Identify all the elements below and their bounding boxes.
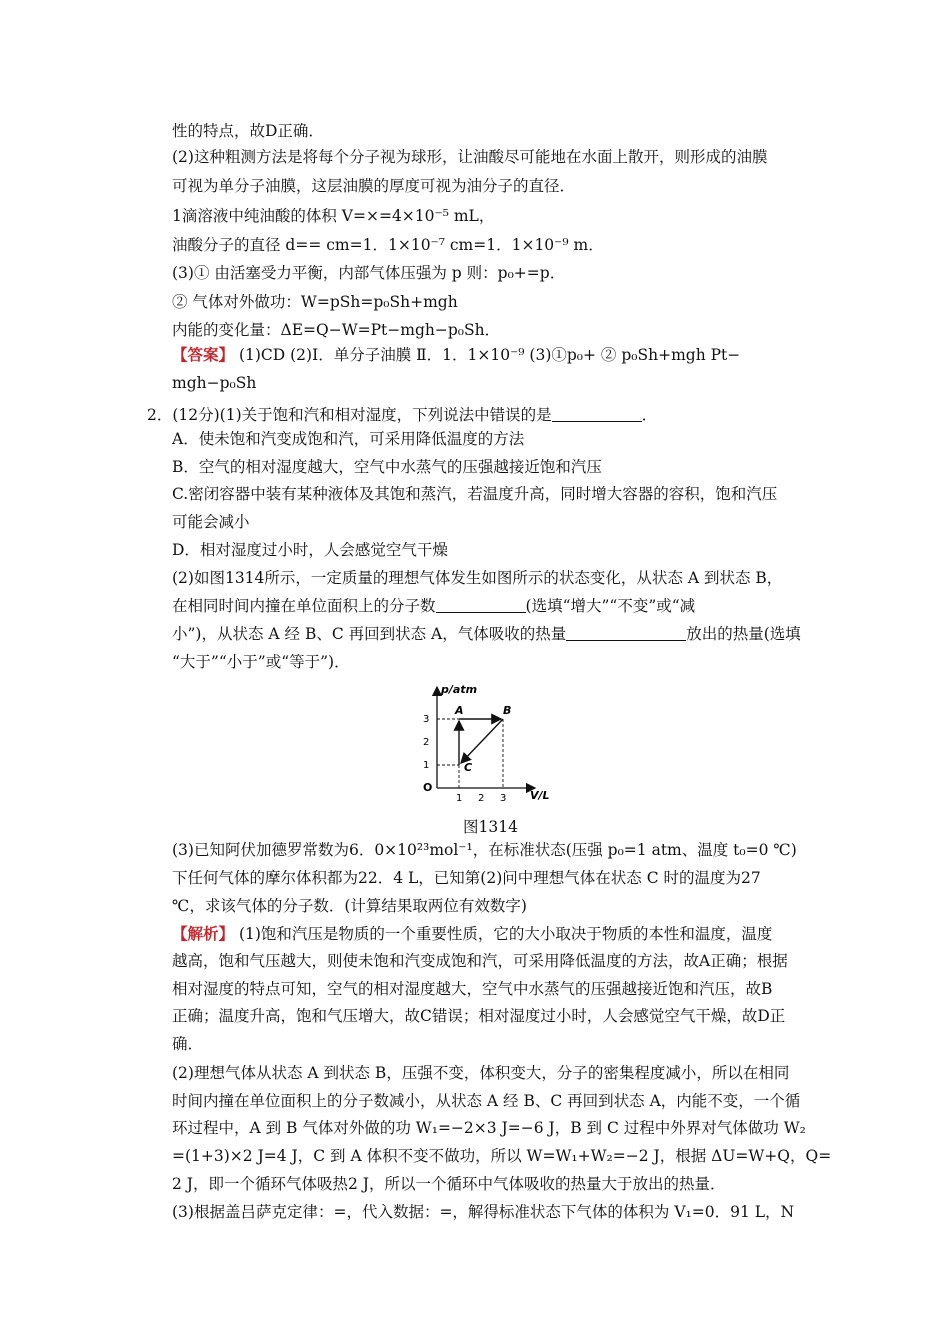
text-line: 油酸分子的直径 d== cm=1．1×10⁻⁷ cm=1．1×10⁻⁹ m． bbox=[172, 236, 604, 254]
question-2-stem bbox=[147, 405, 657, 425]
point-b-label: B bbox=[503, 704, 512, 717]
question-text: (选填“增大”“不变”或“减 bbox=[525, 597, 696, 615]
answer-blank bbox=[436, 596, 526, 613]
answer-tag: 【答案】 bbox=[172, 345, 235, 364]
text-line: “大于”“小于”或“等于”)． bbox=[172, 653, 350, 671]
question-text: 放出的热量(选填 bbox=[686, 625, 801, 643]
text-line bbox=[172, 596, 695, 616]
text-line: 性的特点，故D正确． bbox=[172, 122, 324, 140]
answer-text: (1)CD (2)Ⅰ．单分子油膜 Ⅱ．1．1×10⁻⁹ (3)①p₀+ ② p₀Sh+mgh Pt− bbox=[238, 346, 741, 364]
analysis-line bbox=[172, 924, 772, 944]
text-line: 环过程中，A 到 B 气体对外做的功 W₁=−2×3 J=−6 J，B 到 C 过程中外界对气体做功 W₂ bbox=[172, 1119, 806, 1137]
text-line: (3)① 由活塞受力平衡，内部气体压强为 p 则：p₀+=p． bbox=[172, 264, 566, 282]
y-axis-label: p/atm bbox=[441, 683, 478, 696]
question-text: 2．(12分)(1)关于饱和汽和相对湿度，下列说法中错误的是 bbox=[147, 406, 552, 424]
text-line: (3)已知阿伏加德罗常数为6．0×10²³mol⁻¹，在标准状态(压强 p₀=1 atm、温度 t₀=0 ℃) bbox=[172, 841, 797, 859]
text-line: ℃，求该气体的分子数．(计算结果取两位有效数字) bbox=[172, 897, 527, 915]
analysis-text: (1)饱和汽压是物质的一个重要性质，它的大小取决于物质的本性和温度，温度 bbox=[238, 925, 773, 943]
text-line: 确． bbox=[172, 1035, 204, 1053]
point-a-label: A bbox=[455, 704, 464, 717]
option-d: D．相对湿度过小时，人会感觉空气干燥 bbox=[172, 541, 448, 559]
x-axis-label: V/L bbox=[530, 789, 550, 802]
text-line: (3)根据盖吕萨克定律：=，代入数据：=，解得标准状态下气体的体积为 V₁=0．91 L，N bbox=[172, 1203, 795, 1221]
text-line: 时间内撞在单位面积上的分子数减小，从状态 A 经 B、C 再回到状态 A，内能不变，一个循 bbox=[172, 1092, 801, 1110]
text-line: 可视为单分子油膜，这层油膜的厚度可视为油分子的直径． bbox=[172, 177, 576, 195]
text-line: =(1+3)×2 J=4 J，C 到 A 体积不变不做功，所以 W=W₁+W₂=−2 J，根据 ΔU=W+Q，Q= bbox=[172, 1147, 832, 1165]
option-b: B．空气的相对湿度越大，空气中水蒸气的压强越接近饱和汽压 bbox=[172, 458, 602, 476]
y-tick-label: 3 bbox=[423, 714, 430, 725]
analysis-tag: 【解析】 bbox=[172, 924, 235, 943]
text-line bbox=[172, 624, 801, 644]
answer-line bbox=[172, 345, 740, 365]
option-c-cont: 可能会减小 bbox=[172, 513, 250, 531]
y-tick-label: 2 bbox=[423, 737, 430, 748]
text-line: mgh−p₀Sh bbox=[172, 374, 257, 392]
text-line: (2)这种粗测方法是将每个分子视为球形，让油酸尽可能地在水面上散开，则形成的油膜 bbox=[172, 148, 768, 166]
text-line: 内能的变化量：ΔE=Q−W=Pt−mgh−p₀Sh． bbox=[172, 321, 501, 339]
x-tick-label: 1 bbox=[456, 793, 463, 804]
text-line: 下任何气体的摩尔体积都为22．4 L，已知第(2)问中理想气体在状态 C 时的温度为27 bbox=[172, 869, 761, 887]
text-line: 相对湿度的特点可知，空气的相对湿度越大，空气中水蒸气的压强越接近饱和汽压，故B bbox=[172, 980, 773, 998]
text-line: (2)理想气体从状态 A 到状态 B，压强不变，体积变大，分子的密集程度减小，所以在相同 bbox=[172, 1064, 790, 1082]
option-a: A．使未饱和汽变成饱和汽，可采用降低温度的方法 bbox=[172, 430, 525, 448]
path-b-to-c bbox=[461, 719, 503, 763]
x-tick-label: 2 bbox=[478, 793, 485, 804]
answer-blank bbox=[566, 624, 686, 641]
x-tick-label: 3 bbox=[500, 793, 507, 804]
question-text: 在相同时间内撞在单位面积上的分子数 bbox=[172, 597, 436, 615]
option-c: C.密闭容器中装有某种液体及其饱和蒸汽，若温度升高，同时增大容器的容积，饱和汽压 bbox=[172, 485, 778, 503]
text-line: 1滴溶液中纯油酸的体积 V=×=4×10⁻⁵ mL， bbox=[172, 207, 495, 225]
text-line: 2 J，即一个循环气体吸热2 J，所以一个循环中气体吸收的热量大于放出的热量． bbox=[172, 1175, 726, 1193]
text-line: (2)如图1314所示，一定质量的理想气体发生如图所示的状态变化，从状态 A 到状态 B， bbox=[172, 569, 783, 587]
answer-blank bbox=[552, 405, 642, 422]
text-line: 越高，饱和气压越大，则使未饱和汽变成饱和汽，可采用降低温度的方法，故A正确；根据 bbox=[172, 952, 788, 970]
question-text: ． bbox=[641, 406, 658, 424]
text-line: 正确；温度升高，饱和气压增大，故C错误；相对湿度过小时，人会感觉空气干燥，故D正 bbox=[172, 1007, 786, 1025]
question-text: 小”)，从状态 A 经 B、C 再回到状态 A，气体吸收的热量 bbox=[172, 625, 567, 643]
text-line: ② 气体对外做功：W=pSh=p₀Sh+mgh bbox=[172, 293, 458, 311]
point-c-label: C bbox=[464, 761, 473, 774]
origin-label: O bbox=[423, 781, 433, 794]
figure-caption: 图1314 bbox=[463, 818, 518, 836]
y-tick-label: 1 bbox=[423, 760, 430, 771]
pv-diagram bbox=[405, 675, 575, 810]
